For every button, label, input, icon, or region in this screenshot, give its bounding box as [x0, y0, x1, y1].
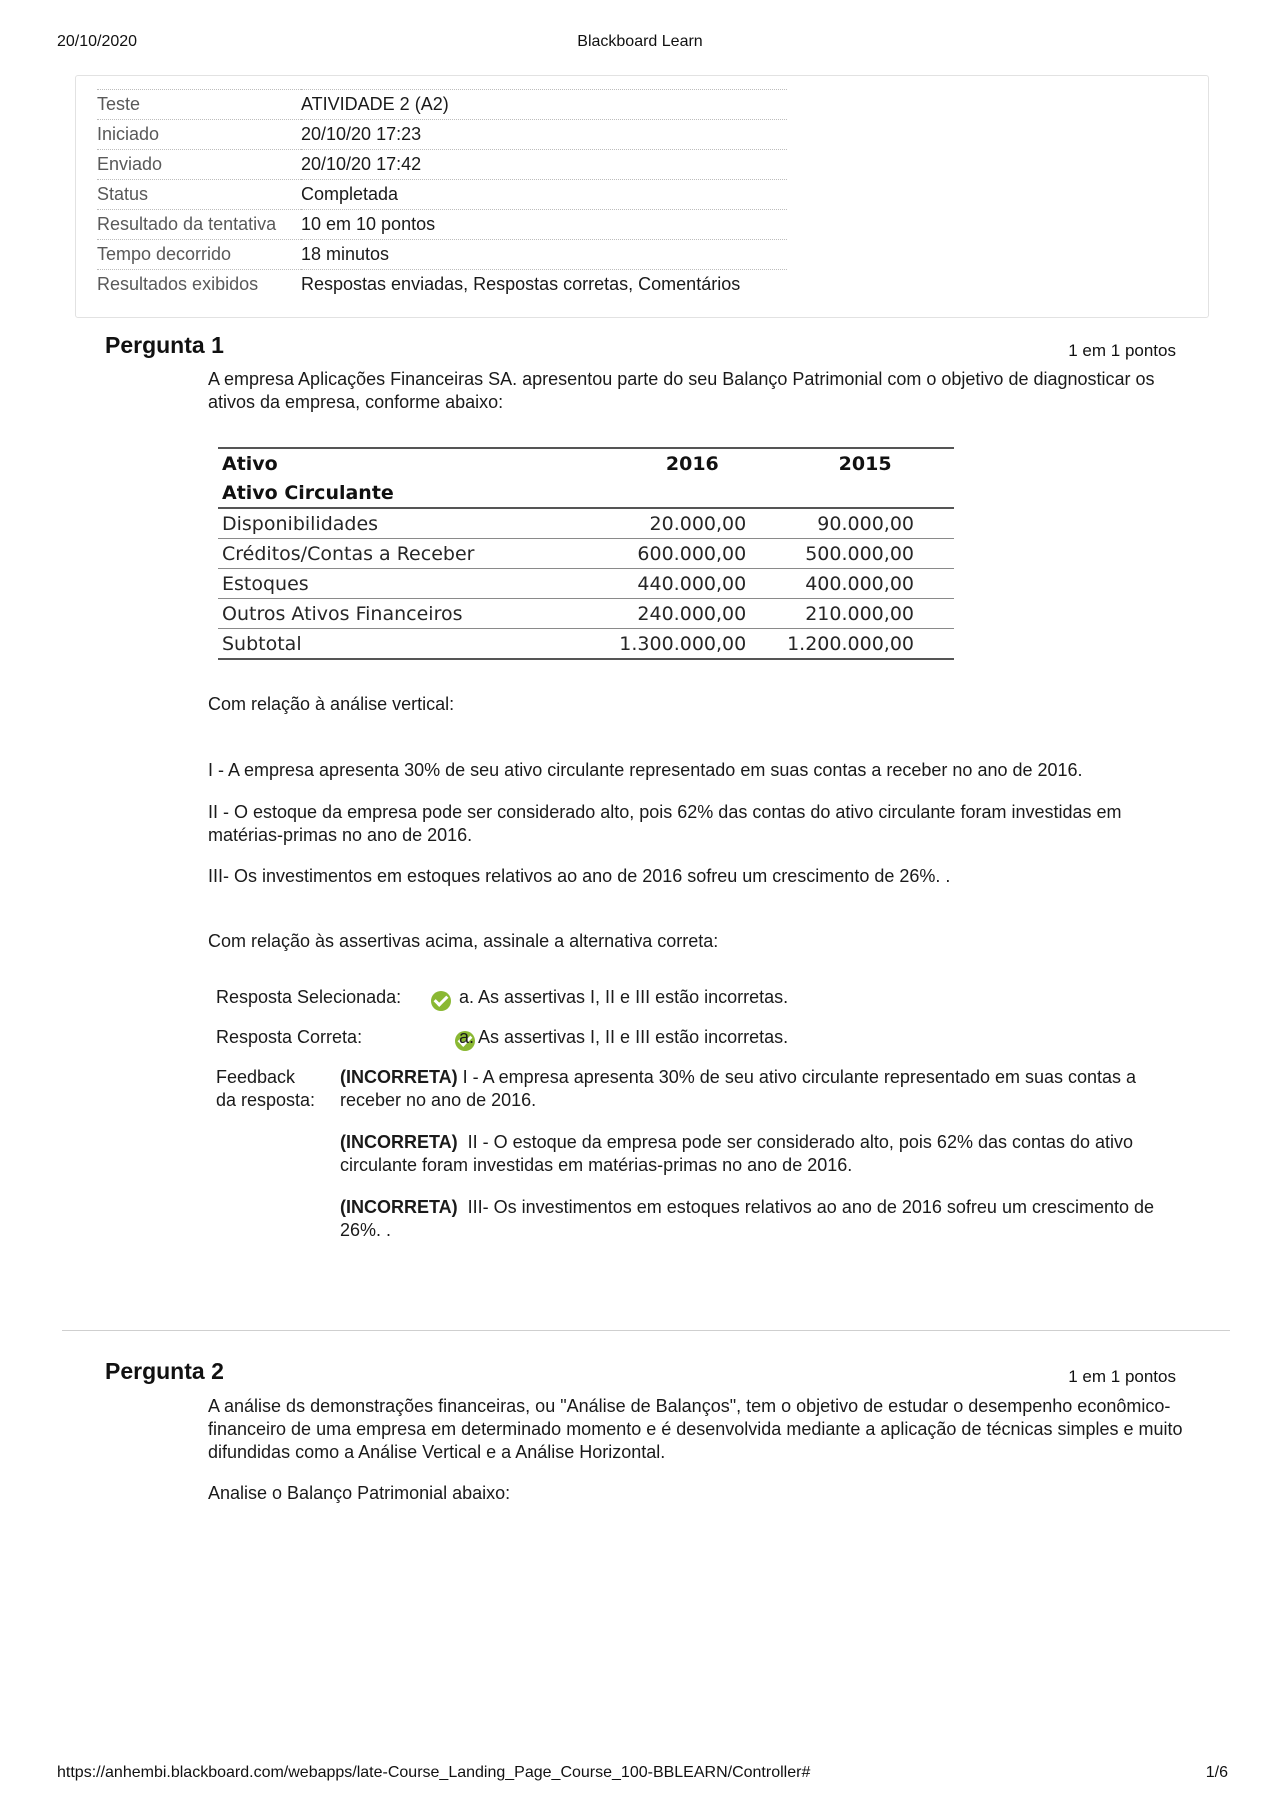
- row-label: Estoques: [218, 569, 608, 599]
- table-row: [218, 539, 954, 569]
- print-url: https://anhembi.blackboard.com/webapps/late-Course_Landing_Page_Course_100-BBLEARN/Controller#: [57, 1764, 811, 1781]
- selected-answer-text: a. As assertivas I, II e III estão incorretas.: [459, 987, 789, 1007]
- vertical-analysis-intro: Com relação à análise vertical:: [208, 694, 455, 714]
- value-2016: 20.000,00: [608, 508, 776, 539]
- feedback-label-line-2: da resposta:: [216, 1090, 316, 1110]
- feedback-2: [340, 1131, 1170, 1177]
- summary-label: Resultados exibidos: [97, 270, 301, 300]
- feedback-1: [340, 1066, 1170, 1112]
- question-2-points: 1 em 1 pontos: [1068, 1367, 1176, 1386]
- summary-label: Iniciado: [97, 120, 301, 150]
- feedback-text: I - A empresa apresenta 30% de seu ativo circulante representado em suas contas a receber no ano de 2016.: [340, 1067, 1137, 1110]
- value-2016: 1.300.000,00: [608, 629, 776, 660]
- feedback-tag: (INCORRETA): [340, 1067, 458, 1087]
- value-2016: 240.000,00: [608, 599, 776, 629]
- summary-label: Enviado: [97, 150, 301, 180]
- value-2016: 440.000,00: [608, 569, 776, 599]
- summary-row: [97, 240, 787, 270]
- summary-value: 20/10/20 17:42: [301, 150, 787, 180]
- value-2015: 210.000,00: [776, 599, 954, 629]
- summary-value: Respostas enviadas, Respostas corretas, Comentários: [301, 270, 787, 300]
- summary-value: 20/10/20 17:23: [301, 120, 787, 150]
- summary-row: [97, 150, 787, 180]
- summary-value: 18 minutos: [301, 240, 787, 270]
- selected-answer-label: Resposta Selecionada:: [216, 987, 402, 1007]
- correct-answer-text: a. As assertivas I, II e III estão incorretas.: [459, 1027, 789, 1047]
- question-1-title: Pergunta 1: [105, 332, 224, 358]
- table-section-row: [218, 478, 954, 508]
- summary-value: ATIVIDADE 2 (A2): [301, 90, 787, 120]
- attempt-summary-table: [97, 89, 787, 299]
- value-2015: 90.000,00: [776, 508, 954, 539]
- value-2016: 600.000,00: [608, 539, 776, 569]
- summary-label: Status: [97, 180, 301, 210]
- row-label: Subtotal: [218, 629, 608, 660]
- feedback-tag: (INCORRETA): [340, 1132, 458, 1152]
- statement-3: III- Os investimentos em estoques relativos ao ano de 2016 sofreu um crescimento de 26%. .: [208, 866, 951, 886]
- correct-check-icon: [431, 991, 451, 1011]
- row-label: Disponibilidades: [218, 508, 608, 539]
- summary-row: [97, 210, 787, 240]
- summary-value: 10 em 10 pontos: [301, 210, 787, 240]
- table-row: [218, 599, 954, 629]
- section-ativo-circulante: Ativo Circulante: [218, 478, 954, 508]
- print-page-number: 1/6: [1205, 1764, 1228, 1781]
- feedback-text: III- Os investimentos em estoques relativos ao ano de 2016 sofreu um crescimento de 26%. .: [340, 1197, 1160, 1240]
- summary-value: Completada: [301, 180, 787, 210]
- feedback-3: [340, 1196, 1170, 1242]
- table-row: [218, 569, 954, 599]
- row-label: Outros Ativos Financeiros: [218, 599, 608, 629]
- print-title: Blackboard Learn: [577, 33, 703, 50]
- row-label: Créditos/Contas a Receber: [218, 539, 608, 569]
- summary-row: [97, 90, 787, 120]
- balance-sheet-table: [218, 447, 954, 660]
- col-header-ativo: Ativo: [218, 448, 608, 478]
- value-2015: 500.000,00: [776, 539, 954, 569]
- feedback-text: II - O estoque da empresa pode ser considerado alto, pois 62% das contas do ativo circulante foram investidas em matérias-primas no ano de 2016.: [340, 1132, 1139, 1175]
- statement-2: II - O estoque da empresa pode ser considerado alto, pois 62% das contas do ativo circulante foram investidas em matérias-primas no ano de 2016.: [208, 802, 1122, 845]
- summary-row: [97, 180, 787, 210]
- print-date: 20/10/2020: [57, 33, 138, 50]
- table-row: [218, 629, 954, 660]
- value-2015: 400.000,00: [776, 569, 954, 599]
- correct-answer-label: Resposta Correta:: [216, 1027, 363, 1047]
- question-1-points: 1 em 1 pontos: [1068, 341, 1176, 360]
- col-header-2015: 2015: [776, 448, 954, 478]
- value-2015: 1.200.000,00: [776, 629, 954, 660]
- summary-label: Tempo decorrido: [97, 240, 301, 270]
- summary-row: [97, 270, 787, 300]
- summary-label: Teste: [97, 90, 301, 120]
- feedback-tag: (INCORRETA): [340, 1197, 458, 1217]
- col-header-2016: 2016: [608, 448, 776, 478]
- question-2-intro: A análise ds demonstrações financeiras, ou "Análise de Balanços", tem o objetivo de estudar o desempenho econômico-financeiro de uma empresa em determinado momento e é desenvolvida mediante a aplicação de técnicas simples e muito difundidas como a Análise Vertical e a Análise Horizontal.: [208, 1396, 1183, 1462]
- summary-label: Resultado da tentativa: [97, 210, 301, 240]
- question-2-analise: Analise o Balanço Patrimonial abaixo:: [208, 1483, 511, 1503]
- question-1-prompt: Com relação às assertivas acima, assinale a alternativa correta:: [208, 931, 719, 951]
- question-1-intro: A empresa Aplicações Financeiras SA. apresentou parte do seu Balanço Patrimonial com o objetivo de diagnosticar os ativos da empresa, conforme abaixo:: [208, 369, 1155, 412]
- statement-1: I - A empresa apresenta 30% de seu ativo circulante representado em suas contas a receber no ano de 2016.: [208, 760, 1083, 780]
- feedback-label-line-1: Feedback: [216, 1067, 296, 1087]
- table-header-row: [218, 448, 954, 478]
- question-2-title: Pergunta 2: [105, 1358, 224, 1384]
- question-divider: [62, 1330, 1230, 1331]
- table-row: [218, 508, 954, 539]
- feedback-label: [216, 1066, 315, 1112]
- summary-row: [97, 120, 787, 150]
